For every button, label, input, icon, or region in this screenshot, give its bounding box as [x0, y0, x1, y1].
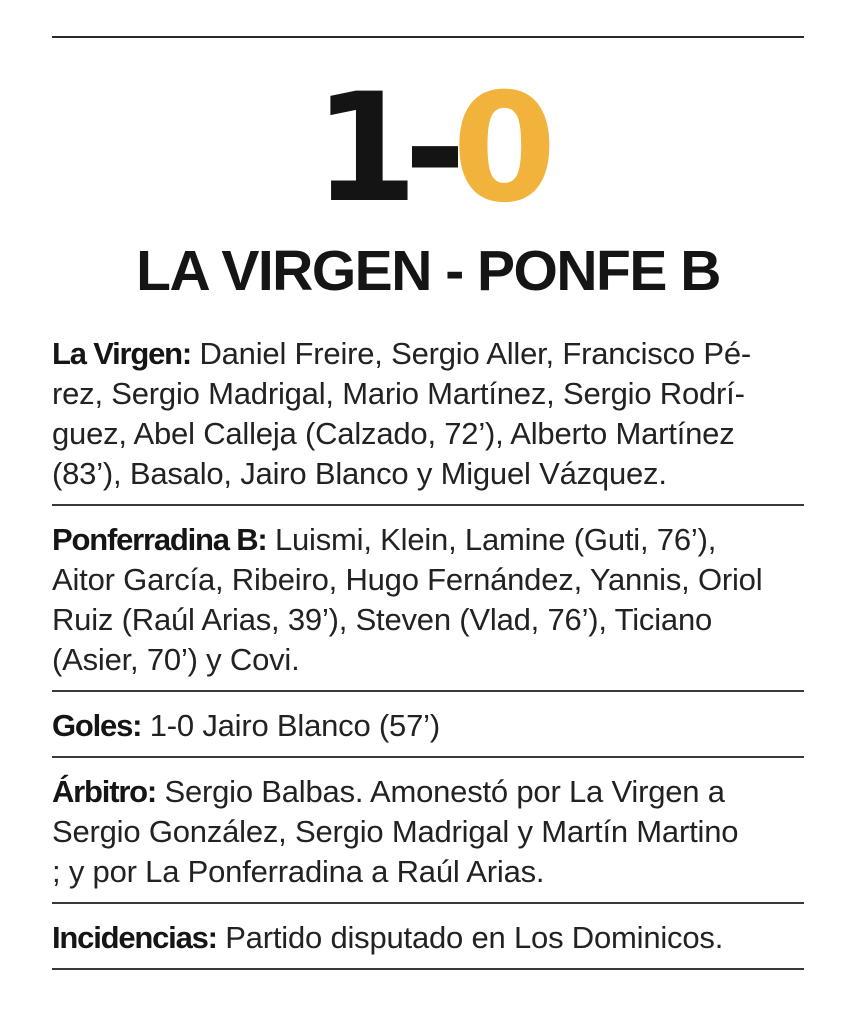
section-line: Sergio González, Sergio Madrigal y Martín Martino: [52, 814, 739, 849]
section-text: Sergio Balbas. Amonestó por La Virgen a: [164, 774, 725, 809]
incidents-section: [52, 914, 804, 970]
section-line: [52, 918, 804, 958]
home-score: 1: [313, 62, 404, 236]
section-label: Incidencias:: [52, 920, 217, 955]
section-label: Ponferradina B:: [52, 522, 267, 557]
section-line: [52, 520, 804, 560]
teams-title: LA VIRGEN - PONFE B: [136, 239, 720, 303]
score-display: [52, 62, 804, 236]
section-line: guez, Abel Calleja (Calzado, 72’), Alberto Martínez: [52, 416, 735, 451]
section-line: [52, 706, 804, 746]
report-sections: [52, 330, 804, 970]
match-report-card: [52, 36, 804, 980]
goals-section: [52, 702, 804, 758]
section-line: (83’), Basalo, Jairo Blanco y Miguel Vázquez.: [52, 456, 667, 491]
section-line: [52, 772, 804, 812]
section-line: ; y por La Ponferradina a Raúl Arias.: [52, 854, 545, 889]
section-text: Partido disputado en Los Dominicos.: [225, 920, 724, 955]
lineup-ponferradina-b: [52, 516, 804, 692]
section-text: Luismi, Klein, Lamine (Guti, 76’),: [274, 522, 717, 557]
section-text: Daniel Freire, Sergio Aller, Francisco Pé-: [199, 336, 751, 371]
score-separator: -: [403, 62, 453, 236]
section-line: rez, Sergio Madrigal, Mario Martínez, Sergio Rodrí-: [52, 376, 745, 411]
referee-section: [52, 768, 804, 904]
section-line: (Asier, 70’) y Covi.: [52, 642, 300, 677]
lineup-la-virgen: [52, 330, 804, 506]
section-text: 1-0 Jairo Blanco (57’): [149, 708, 440, 743]
section-line: Ruiz (Raúl Arias, 39’), Steven (Vlad, 76’), Ticiano: [52, 602, 713, 637]
section-label: Árbitro:: [52, 774, 157, 809]
away-score: 0: [452, 62, 543, 236]
section-line: [52, 334, 804, 374]
section-line: Aitor García, Ribeiro, Hugo Fernández, Yannis, Oriol: [52, 562, 763, 597]
section-label: Goles:: [52, 708, 142, 743]
top-rule: [52, 36, 804, 38]
section-label: La Virgen:: [52, 336, 192, 371]
